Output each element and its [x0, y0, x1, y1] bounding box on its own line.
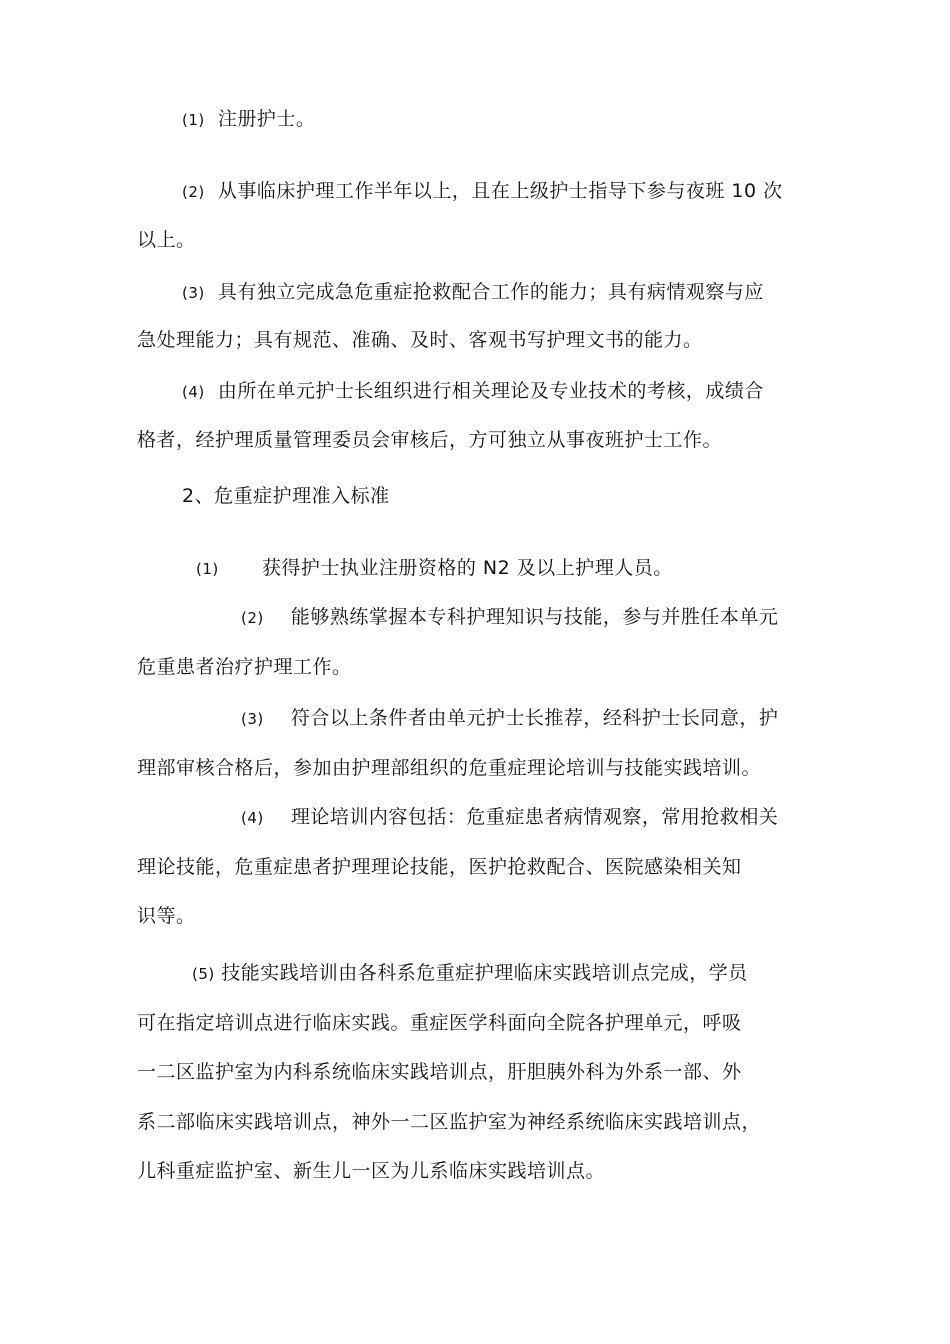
item-text: 符合以上条件者由单元护士长推荐，经科护士长同意，护 — [290, 707, 779, 729]
item-text: 理论培训内容包括：危重症患者病情观察，常用抢救相关 — [290, 806, 779, 828]
list-item — [241, 804, 778, 831]
item-text: 具有独立完成急危重症抢救配合工作的能力；具有病情观察与应 — [217, 281, 764, 303]
item-marker: (1) — [196, 560, 219, 578]
item-text: 技能实践培训由各科系危重症护理临床实践培训点完成，学员 — [221, 962, 748, 984]
item-marker: (1) — [182, 111, 205, 129]
paragraph-line: 可在指定培训点进行临床实践。重症医学科面向全院各护理单元，呼吸 — [137, 1012, 742, 1034]
paragraph-line: 格者，经护理质量管理委员会审核后，方可独立从事夜班护士工作。 — [137, 429, 723, 451]
item-text: 由所在单元护士长组织进行相关理论及专业技术的考核，成绩合 — [217, 380, 764, 402]
list-item — [196, 555, 673, 582]
paragraph-line: 儿科重症监护室、新生儿一区为儿系临床实践培训点。 — [137, 1160, 606, 1182]
section-heading: 2、危重症护理准入标准 — [182, 485, 390, 507]
item-marker: (2) — [182, 183, 205, 201]
list-item — [192, 960, 748, 987]
item-marker: (4) — [182, 383, 205, 401]
list-item — [241, 705, 778, 732]
item-marker: (5) — [192, 965, 215, 983]
item-text: 从事临床护理工作半年以上，且在上级护士指导下参与夜班 10 次 — [217, 180, 783, 202]
item-marker: (4) — [241, 809, 264, 827]
list-item — [182, 106, 315, 133]
paragraph-line: 识等。 — [137, 905, 196, 927]
paragraph-line: 一二区监护室为内科系统临床实践培训点，肝胆胰外科为外系一部、外 — [137, 1061, 742, 1083]
item-marker: (2) — [241, 609, 264, 627]
list-item — [241, 604, 778, 631]
paragraph-line: 理论技能，危重症患者护理理论技能，医护抢救配合、医院感染相关知 — [137, 856, 742, 878]
paragraph-line: 以上。 — [137, 229, 196, 251]
item-text: 注册护士。 — [217, 108, 316, 130]
list-item — [182, 178, 783, 205]
item-text: 获得护士执业注册资格的 N2 及以上护理人员。 — [261, 557, 673, 579]
item-marker: (3) — [182, 284, 205, 302]
paragraph-line: 理部审核合格后，参加由护理部组织的危重症理论培训与技能实践培训。 — [137, 757, 762, 779]
paragraph-line: 危重患者治疗护理工作。 — [137, 656, 352, 678]
paragraph-line: 急处理能力；具有规范、准确、及时、客观书写护理文书的能力。 — [137, 329, 703, 351]
item-marker: (3) — [241, 710, 264, 728]
list-item — [182, 378, 764, 405]
paragraph-line: 系二部临床实践培训点，神外一二区监护室为神经系统临床实践培训点， — [137, 1111, 762, 1133]
list-item — [182, 279, 764, 306]
item-text: 能够熟练掌握本专科护理知识与技能，参与并胜任本单元 — [290, 606, 779, 628]
